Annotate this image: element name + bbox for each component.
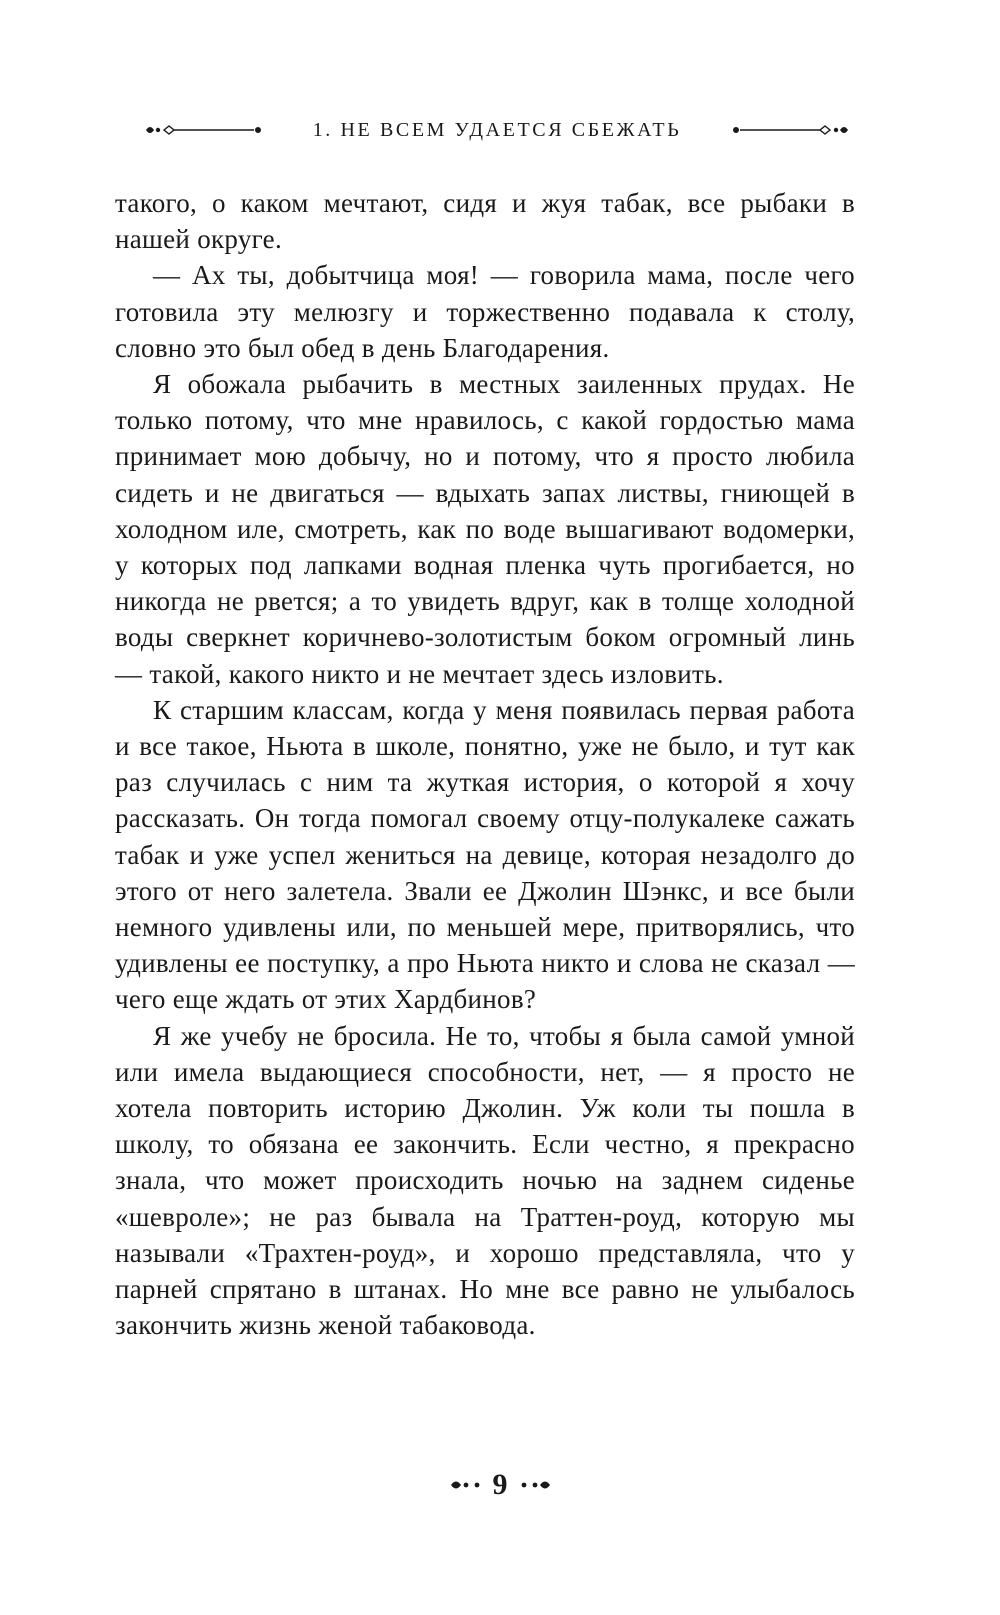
paragraph-5: Я же учебу не бросила. Не то, чтобы я была самой умной или имела выдающиеся способности, нет, — я просто не хотела повторить историю Джолин. Уж коли ты пошла в школу, то обязана ее закончить. Если честно, я прекрасно знала, что может происходить ночью на заднем сиденье «шевроле»; не раз бывала на Траттен-роуд, которую мы называли «Трахтен-роуд», и хорошо представляла, что у парней спрятано в штанах. Но мне все равно не улыбалось закончить жизнь женой табаковода. [115, 1020, 855, 1341]
page-footer [0, 1468, 1000, 1502]
paragraph-3: Я обожала рыбачить в местных заиленных прудах. Не только потому, что мне нравилось, с какой гордостью мама принимает мою добычу, но и потому, что я просто любила сидеть и не двигаться — вдыхать запах листвы, гниющей в холодном иле, смотреть, как по воде вышагивают водомерки, у которых под лапками водная пленка чуть прогибается, но никогда не рвется; а то увидеть вдруг, как в толще холодной воды сверкнет коричнево-золотистым боком огромный линь — такой, какого никто и не мечтает здесь изловить. [115, 369, 855, 689]
footer-left-ornament-icon [449, 1477, 483, 1493]
footer-right-ornament-icon [518, 1477, 552, 1493]
right-ornament-icon [693, 120, 852, 140]
left-ornament-icon [142, 120, 301, 140]
page-header [142, 112, 852, 148]
paragraph-2: — Ах ты, добытчица моя! — говорила мама, после чего готовила эту мелюзгу и торжественно подавала к столу, словно это был обед в день Благодарения. [115, 260, 855, 363]
chapter-title: 1. НЕ ВСЕМ УДАЕТСЯ СБЕЖАТЬ [312, 118, 682, 141]
paragraph-1: такого, о каком мечтают, сидя и жуя табак, все рыбаки в нашей округе. [115, 188, 855, 255]
page-number: 9 [492, 1468, 508, 1501]
paragraph-4: К старшим классам, когда у меня появилась первая работа и все такое, Ньюта в школе, понятно, уже не было, и тут как раз случилась с ним та жуткая история, о которой я хочу рассказать. Он тогда помогал своему отцу-полукалеке сажать табак и уже успел жениться на девице, которая незадолго до этого от него залетела. Звали ее Джолин Шэнкс, и все были немного удивлены или, по меньшей мере, притворялись, что удивлены ее поступку, а про Ньюта никто и слова не сказал — чего еще ждать от этих Хардбинов? [115, 694, 855, 1015]
body-text [115, 185, 855, 1344]
